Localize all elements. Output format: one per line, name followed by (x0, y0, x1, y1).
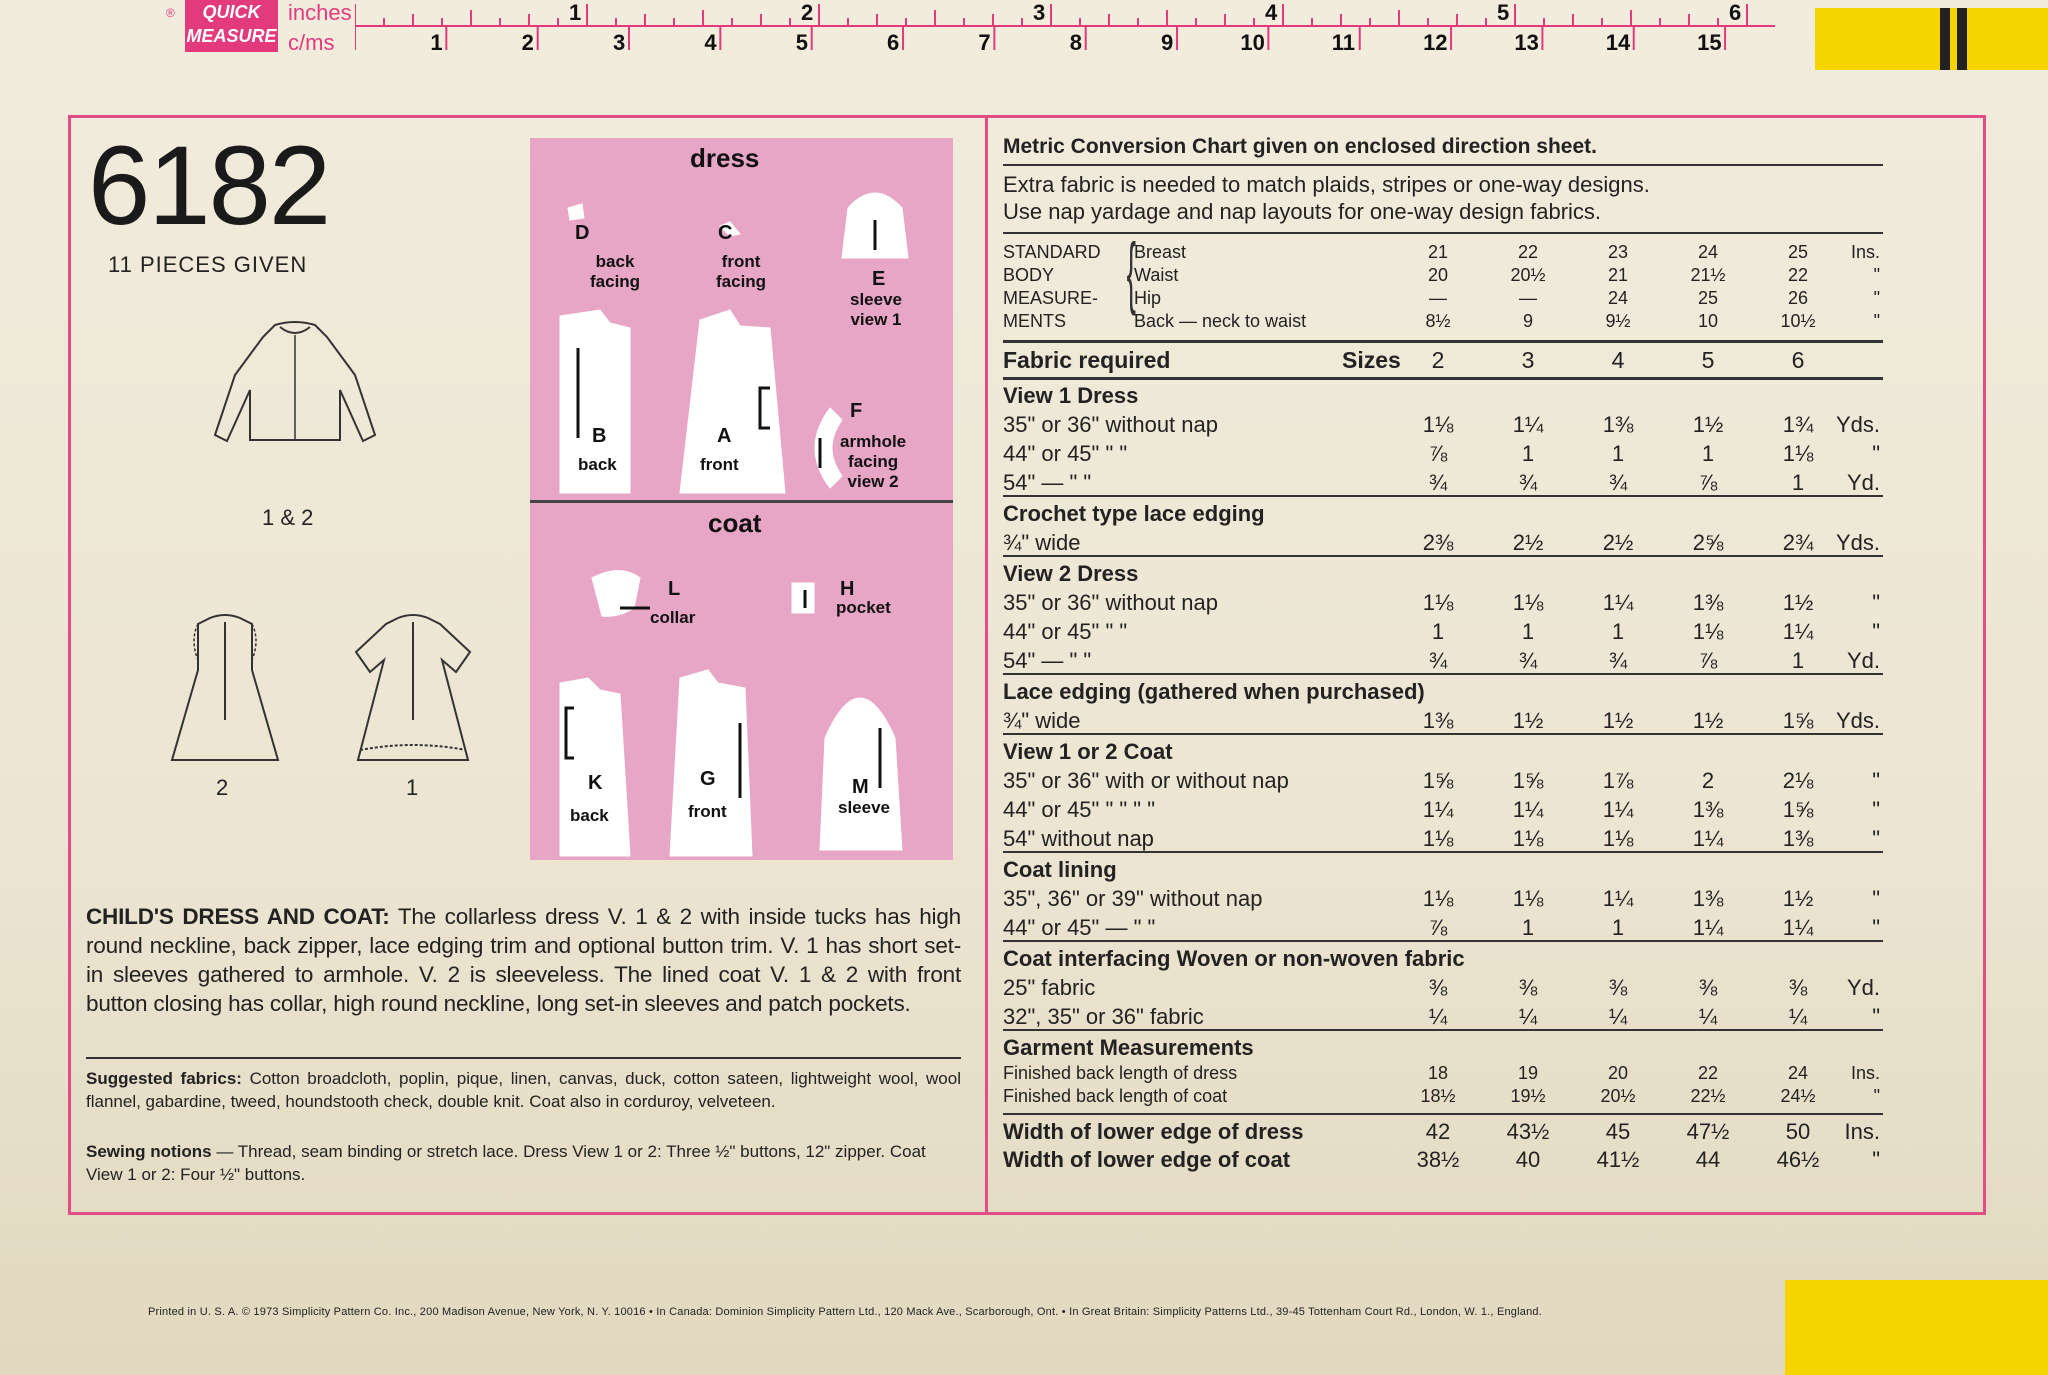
fabric-row-value: 1 (1431, 619, 1445, 644)
fabric-row-label: 35" or 36" without nap (1003, 412, 1218, 437)
extra-fabric-note: Extra fabric is needed to match plaids, stripes or one-way designs. (1003, 172, 1650, 197)
suggested-fabrics (86, 1067, 961, 1113)
description-body: The collarless dress V. 1 & 2 with inside tucks has high round neckline, back zipper, lace edging trim and optional button trim. V. 1 has short set-in sleeves gathered to armhole. V. 2 is sleeveless. The lined coat V. 1 & 2 with front button closing has collar, high round neckline, long set-in sleeves and patch pockets. (86, 904, 961, 1016)
body-row-value: 22 (1517, 242, 1539, 262)
cm-number: 10 (1240, 30, 1265, 55)
fabric-row-value: 1⅛ (1782, 441, 1814, 466)
dress-piece-label-b: back (578, 455, 617, 474)
garment-row-label: Finished back length of dress (1003, 1063, 1238, 1083)
section-title: View 1 Dress (1003, 383, 1139, 408)
fabric-row-label: ¾" wide (1003, 708, 1081, 733)
fabric-row-value: 1 (1521, 441, 1535, 466)
body-row-value: 22 (1787, 265, 1809, 285)
inches-label: inches (288, 0, 352, 25)
fabric-row-value: 2½ (1512, 530, 1544, 555)
fabric-row-value: 1⅜ (1602, 412, 1634, 437)
fabric-row-value: ¾ (1608, 648, 1628, 673)
fabric-row-value: 1¼ (1512, 797, 1544, 822)
fabric-row-unit: Yds. (1835, 708, 1880, 733)
body-row-value: — (1519, 288, 1537, 308)
fabric-row-unit: Yd. (1846, 975, 1880, 1000)
garment-row-value: 20½ (1600, 1086, 1636, 1106)
body-row-value: 26 (1787, 288, 1809, 308)
fabric-row-value: 1 (1701, 441, 1715, 466)
fabric-row-value: 1½ (1782, 590, 1814, 615)
width-row-unit: Ins. (1844, 1119, 1880, 1144)
fabric-row-value: ⅜ (1518, 975, 1538, 1000)
inch-number: 1 (569, 0, 582, 25)
fabric-row-value: 1½ (1512, 708, 1544, 733)
pattern-pieces-drawing (530, 138, 953, 860)
fabric-row-value: 2 (1701, 768, 1715, 793)
fabric-row-value: 1⅜ (1692, 886, 1724, 911)
section-title: Coat interfacing Woven or non-woven fabric (1003, 946, 1465, 971)
fabrics-heading: Suggested fabrics: (86, 1069, 242, 1088)
black-stripe (1940, 8, 1950, 70)
table-rule (1003, 377, 1883, 380)
fabric-row-value: 1½ (1692, 412, 1724, 437)
cms-label: c/ms (288, 30, 335, 55)
fabric-row-value: 1¼ (1602, 886, 1634, 911)
body-row-value: 24 (1697, 242, 1719, 262)
cm-number: 7 (978, 30, 991, 55)
dress-piece-letter-d: D (575, 222, 590, 244)
garment-title: Garment Measurements (1003, 1035, 1254, 1060)
inch-number: 5 (1497, 0, 1510, 25)
cm-number: 1 (430, 30, 443, 55)
fabric-row-value: ¾ (1428, 648, 1448, 673)
coat-piece-label-g: front (688, 802, 727, 821)
dress-pieces-title: dress (690, 143, 760, 173)
fabric-row-value: 1¼ (1602, 590, 1634, 615)
fabric-row-label: 35" or 36" with or without nap (1003, 768, 1289, 793)
fabric-row-value: ¼ (1518, 1004, 1538, 1029)
quick-measure-logo (185, 0, 278, 52)
cm-number: 2 (521, 30, 534, 55)
fabric-row-value: 1⅛ (1422, 412, 1454, 437)
fabric-row-value: 1⅜ (1782, 826, 1814, 851)
fabric-row-label: 54" — " " (1003, 648, 1092, 673)
garment-row-value: 22½ (1690, 1086, 1726, 1106)
sizes-label: Sizes (1342, 347, 1401, 373)
garment-row-value: 19 (1517, 1063, 1539, 1083)
body-row-label: Waist (1134, 265, 1179, 285)
width-row-value: 43½ (1506, 1119, 1550, 1144)
fabric-row-label: 54" without nap (1003, 826, 1154, 851)
fabric-row-value: 1 (1791, 470, 1805, 495)
fabric-required-label: Fabric required (1003, 347, 1171, 373)
metric-note: Metric Conversion Chart given on enclosed direction sheet. (1003, 135, 1597, 158)
fabric-row-value: ⅞ (1698, 648, 1718, 673)
table-rule (1003, 164, 1883, 166)
corner-tab-top (1815, 8, 2048, 70)
fabric-row-unit: " (1872, 441, 1880, 466)
cm-number: 5 (795, 30, 808, 55)
table-rule (1003, 673, 1883, 675)
fabric-row-value: 1⅜ (1692, 797, 1724, 822)
width-row-value: 41½ (1596, 1147, 1640, 1172)
notions-body: — Thread, seam binding or stretch lace. Dress View 1 or 2: Three ½" buttons, 12" zipper. Coat View 1 or 2: Four ½" buttons. (86, 1142, 926, 1184)
fabric-row-value: 1 (1521, 915, 1535, 940)
body-row-value: 10½ (1780, 311, 1816, 331)
table-rule (1003, 555, 1883, 557)
coat-piece-label-k: back (570, 806, 609, 825)
fabric-row-value: ⅞ (1698, 470, 1718, 495)
fabric-row-value: 1⅝ (1782, 708, 1814, 733)
fabric-row-unit: " (1872, 590, 1880, 615)
fabric-row-value: ⅜ (1698, 975, 1718, 1000)
fabric-row-value: 2¾ (1782, 530, 1814, 555)
piece-d-shape (568, 204, 584, 220)
fabric-row-value: ¼ (1608, 1004, 1628, 1029)
fabrics-body: Cotton broadcloth, poplin, pique, linen, canvas, duck, cotton sateen, lightweight wool, wool flannel, gabardine, tweed, houndstooth check, double knit. Coat also in corduroy, velveteen. (86, 1069, 961, 1111)
fabric-row-unit: " (1872, 886, 1880, 911)
cm-number: 6 (887, 30, 900, 55)
width-row-value: 50 (1785, 1119, 1811, 1144)
column-divider (985, 115, 988, 1215)
piece-m-shape (820, 698, 902, 850)
fabric-row-label: 25" fabric (1003, 975, 1096, 1000)
body-row-value: 20½ (1510, 265, 1546, 285)
inch-number: 6 (1729, 0, 1742, 25)
fabric-row-value: 1½ (1692, 708, 1724, 733)
fabric-row-value: 1 (1611, 915, 1625, 940)
coat-piece-label-m: sleeve (838, 798, 890, 817)
coat-piece-letter-g: G (700, 768, 716, 790)
coat-piece-letter-m: M (852, 776, 869, 798)
fabric-row-label: 44" or 45" — " " (1003, 915, 1156, 940)
fabric-row-unit: " (1872, 619, 1880, 644)
fabric-row-label: ¾" wide (1003, 530, 1081, 555)
section-title: Coat lining (1003, 857, 1117, 882)
table-rule (1003, 340, 1883, 343)
garment-row-value: 22 (1697, 1063, 1719, 1083)
fabric-row-value: 1⅛ (1422, 886, 1454, 911)
dress-piece-label-d: back facing (590, 252, 641, 291)
fabric-row-label: 44" or 45" " " " " (1003, 797, 1156, 822)
dress-piece-letter-a: A (717, 425, 732, 447)
description-heading: CHILD'S DRESS AND COAT: (86, 904, 390, 929)
table-rule (1003, 495, 1883, 497)
body-row-value: 25 (1787, 242, 1809, 262)
fabric-row-value: ¾ (1518, 470, 1538, 495)
fabric-row-label: 54" — " " (1003, 470, 1092, 495)
fabric-row-unit: " (1872, 768, 1880, 793)
cm-number: 14 (1605, 30, 1631, 55)
pattern-number: 6182 (88, 123, 330, 248)
fabric-row-value: ¼ (1428, 1004, 1448, 1029)
body-row-label: Breast (1134, 242, 1187, 262)
fabric-row-value: 1⅛ (1692, 619, 1724, 644)
pieces-given: 11 PIECES GIVEN (108, 252, 308, 277)
dress-view-1-sketch (338, 610, 488, 765)
fabric-row-value: 1¼ (1422, 797, 1454, 822)
size-header: 4 (1611, 347, 1625, 373)
garment-row-value: 18½ (1420, 1086, 1456, 1106)
fabric-row-value: ⅜ (1428, 975, 1448, 1000)
fabric-row-value: ⅞ (1428, 915, 1448, 940)
body-row-value: 24 (1607, 288, 1629, 308)
body-measure-label: MENTS (1003, 311, 1066, 331)
brace: { (1126, 227, 1137, 316)
fabric-row-value: 1½ (1602, 708, 1634, 733)
nap-note: Use nap yardage and nap layouts for one-way design fabrics. (1003, 199, 1602, 224)
width-row-value: 45 (1605, 1119, 1631, 1144)
fabric-row-value: 1⅛ (1512, 826, 1544, 851)
inch-number: 2 (801, 0, 814, 25)
body-row-value: 20 (1427, 265, 1449, 285)
fabric-row-value: ⅞ (1428, 441, 1448, 466)
garment-row-value: 24½ (1780, 1086, 1816, 1106)
body-row-unit: " (1873, 265, 1880, 285)
logo-line-1: QUICK (202, 2, 261, 22)
table-rule (1003, 1029, 1883, 1031)
coat-pieces-title: coat (708, 508, 762, 538)
fabric-row-value: 1⅛ (1602, 826, 1634, 851)
width-row-value: 47½ (1686, 1119, 1730, 1144)
fabric-row-unit: " (1872, 797, 1880, 822)
width-row-value: 38½ (1416, 1147, 1460, 1172)
fabric-row-value: 2⅜ (1422, 530, 1454, 555)
body-measure-label: STANDARD (1003, 242, 1101, 262)
fabric-row-unit: " (1872, 915, 1880, 940)
fabric-row-value: 1¼ (1782, 619, 1814, 644)
corner-tab-bottom (1785, 1280, 2048, 1375)
coat-sketch (195, 315, 395, 450)
fabric-row-value: 1½ (1782, 886, 1814, 911)
fabric-row-value: 2⅝ (1692, 530, 1724, 555)
fabric-row-unit: Yd. (1846, 648, 1880, 673)
piece-h-shape (792, 583, 814, 613)
fabric-row-value: 1⅛ (1422, 590, 1454, 615)
inch-number: 4 (1265, 0, 1278, 25)
fabric-row-value: 1¼ (1512, 412, 1544, 437)
garment-row-value: 20 (1607, 1063, 1629, 1083)
body-row-unit: " (1873, 311, 1880, 331)
cm-number: 12 (1423, 30, 1448, 55)
body-row-value: 23 (1607, 242, 1629, 262)
fabric-row-label: 32", 35" or 36" fabric (1003, 1004, 1204, 1029)
body-row-value: 21½ (1690, 265, 1726, 285)
body-row-value: — (1429, 288, 1447, 308)
fabric-row-label: 35" or 36" without nap (1003, 590, 1218, 615)
registered-mark: ® (166, 6, 175, 20)
coat-piece-letter-h: H (840, 578, 855, 600)
piece-k-shape (560, 678, 630, 856)
width-row-value: 42 (1425, 1119, 1451, 1144)
garment-row-value: 19½ (1510, 1086, 1546, 1106)
fabric-row-value: ¾ (1428, 470, 1448, 495)
garment-row-unit: Ins. (1850, 1063, 1880, 1083)
dress-piece-letter-c: C (718, 222, 733, 244)
garment-row-value: 24 (1787, 1063, 1809, 1083)
width-row-unit: " (1872, 1147, 1880, 1172)
coat-piece-letter-l: L (668, 578, 681, 600)
fabric-row-label: 44" or 45" " " (1003, 441, 1128, 466)
dress-piece-label-f: armhole facing view 2 (840, 432, 907, 491)
fabric-row-value: 1⅝ (1422, 768, 1454, 793)
fabric-row-value: ⅜ (1608, 975, 1628, 1000)
dress-piece-label-c: front facing (716, 252, 767, 291)
body-measure-label: MEASURE- (1003, 288, 1099, 308)
fabric-row-value: 1⅜ (1692, 590, 1724, 615)
width-row-value: 44 (1695, 1147, 1721, 1172)
dress-piece-letter-f: F (850, 400, 863, 422)
inch-number: 3 (1033, 0, 1046, 25)
cm-number: 3 (613, 30, 626, 55)
fabric-row-value: 1⅝ (1512, 768, 1544, 793)
garment-row-value: 18 (1427, 1063, 1449, 1083)
logo-line-2: MEASURE (186, 26, 277, 46)
fabric-row-value: 1⅝ (1782, 797, 1814, 822)
measuring-ruler (355, 0, 1775, 60)
cm-number: 11 (1331, 30, 1355, 55)
cm-number: 8 (1069, 30, 1082, 55)
fabric-row-value: 1 (1611, 441, 1625, 466)
table-rule (1003, 1113, 1883, 1115)
dress-piece-letter-e: E (872, 268, 886, 290)
width-row-label: Width of lower edge of dress (1003, 1119, 1304, 1144)
table-rule (1003, 733, 1883, 735)
coat-piece-letter-k: K (588, 772, 603, 794)
body-row-label: Back — neck to waist (1134, 311, 1307, 331)
body-row-value: 9 (1522, 311, 1533, 331)
fabric-row-label: 35", 36" or 39" without nap (1003, 886, 1263, 911)
fabric-row-value: 2½ (1602, 530, 1634, 555)
notions-heading: Sewing notions (86, 1142, 212, 1161)
fabric-row-value: 1 (1521, 619, 1535, 644)
description-rule (86, 1057, 961, 1059)
dress-view-2-sketch (160, 610, 290, 765)
section-title: View 2 Dress (1003, 561, 1139, 586)
cm-number: 9 (1161, 30, 1174, 55)
fabric-row-value: 1 (1791, 648, 1805, 673)
body-measure-label: BODY (1003, 265, 1055, 285)
fabric-row-value: 1¾ (1782, 412, 1814, 437)
width-row-value: 40 (1515, 1147, 1541, 1172)
body-row-value: 21 (1427, 242, 1449, 262)
cm-number: 4 (704, 30, 717, 55)
fabric-row-value: 1⅛ (1422, 826, 1454, 851)
fabric-row-value: 1¼ (1692, 826, 1724, 851)
fabric-row-value: 1¼ (1602, 797, 1634, 822)
fabric-row-value: ¾ (1608, 470, 1628, 495)
cm-number: 15 (1697, 30, 1722, 55)
table-rule (1003, 851, 1883, 853)
garment-row-unit: " (1873, 1086, 1880, 1106)
size-header: 3 (1521, 347, 1535, 373)
fabric-row-value: 1⅛ (1512, 886, 1544, 911)
body-row-value: 10 (1697, 311, 1719, 331)
body-row-value: 8½ (1425, 311, 1451, 331)
fabric-row-unit: Yd. (1846, 470, 1880, 495)
body-row-value: 25 (1697, 288, 1719, 308)
body-row-value: 21 (1607, 265, 1629, 285)
size-header: 2 (1431, 347, 1445, 373)
copyright-footer: Printed in U. S. A. © 1973 Simplicity Pattern Co. Inc., 200 Madison Avenue, New York, N. Y. 10016 • In Canada: Dominion Simplicity Pattern Ltd., 120 Mack Ave., Scarborough, Ont. • In Great Britain: Simplicity Patterns Ltd., 39-45 Tottenham Court Rd., London, W. 1., England. (148, 1306, 1542, 1318)
garment-row-label: Finished back length of coat (1003, 1086, 1228, 1106)
fabric-row-value: 1¼ (1692, 915, 1724, 940)
coat-piece-label-h: pocket (836, 598, 891, 617)
fabric-row-label: 44" or 45" " " (1003, 619, 1128, 644)
coat-piece-label-l: collar (650, 608, 696, 627)
pattern-description (86, 902, 961, 1018)
body-row-unit: Ins. (1850, 242, 1880, 262)
fabric-row-unit: Yds. (1835, 412, 1880, 437)
fabric-row-value: ¼ (1698, 1004, 1718, 1029)
fabric-row-unit: " (1872, 1004, 1880, 1029)
width-row-value: 46½ (1776, 1147, 1820, 1172)
fabric-row-value: ¾ (1518, 648, 1538, 673)
fabric-row-value: 1⅛ (1512, 590, 1544, 615)
black-stripe (1957, 8, 1967, 70)
size-header: 6 (1791, 347, 1805, 373)
dress-piece-label-a: front (700, 455, 739, 474)
view-label-1: 1 (406, 775, 419, 800)
fabric-row-value: 1¼ (1782, 915, 1814, 940)
view-label-1-2: 1 & 2 (262, 505, 314, 530)
cm-number: 13 (1514, 30, 1539, 55)
body-row-unit: " (1873, 288, 1880, 308)
sewing-notions (86, 1140, 961, 1186)
body-row-label: Hip (1134, 288, 1162, 308)
fabric-row-value: ¼ (1788, 1004, 1808, 1029)
fabric-row-unit: " (1872, 826, 1880, 851)
fabric-row-value: ⅜ (1788, 975, 1808, 1000)
table-rule (1003, 940, 1883, 942)
fabric-row-value: 1⅞ (1602, 768, 1634, 793)
dress-piece-label-e: sleeve view 1 (850, 290, 902, 329)
section-title: Lace edging (gathered when purchased) (1003, 679, 1425, 704)
fabric-row-value: 2⅛ (1782, 768, 1814, 793)
size-header: 5 (1701, 347, 1715, 373)
section-title: View 1 or 2 Coat (1003, 739, 1173, 764)
fabric-row-value: 1 (1611, 619, 1625, 644)
dress-piece-letter-b: B (592, 425, 607, 447)
view-label-2: 2 (216, 775, 229, 800)
section-title: Crochet type lace edging (1003, 501, 1265, 526)
fabric-row-unit: Yds. (1835, 530, 1880, 555)
width-row-label: Width of lower edge of coat (1003, 1147, 1291, 1172)
body-row-value: 9½ (1605, 311, 1631, 331)
fabric-row-value: 1⅜ (1422, 708, 1454, 733)
